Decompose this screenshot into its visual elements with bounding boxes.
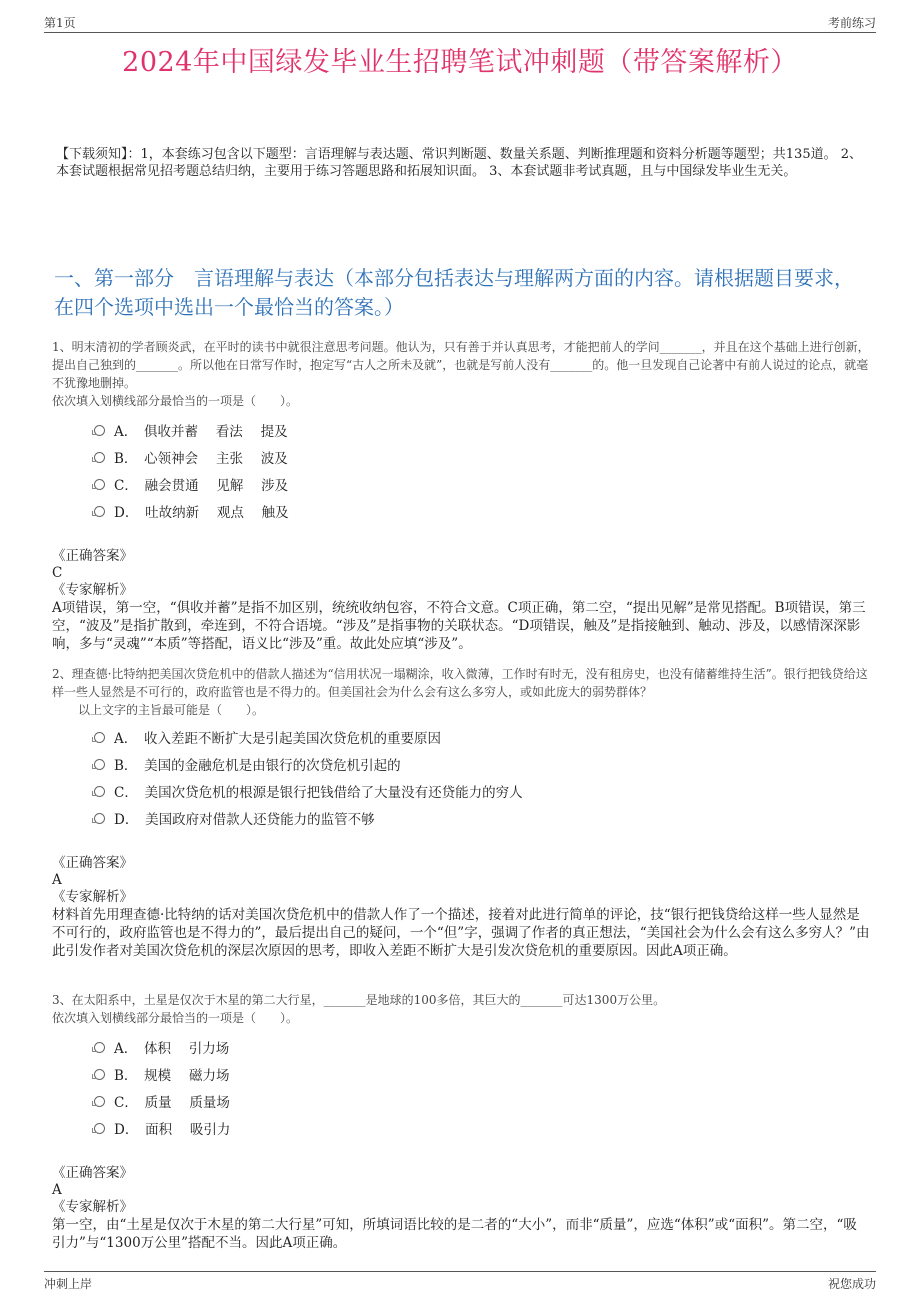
option-c[interactable] (52, 777, 870, 804)
question-1 (52, 338, 870, 653)
radio-icon[interactable] (94, 759, 105, 770)
page-footer (44, 1271, 876, 1292)
option-label: B． 美国的金融危机是由银行的次贷危机引起的 (114, 758, 401, 774)
option-b[interactable] (52, 750, 870, 777)
answer-heading: 《正确答案》 (52, 855, 133, 871)
option-label: D． 吐故纳新 观点 触及 (114, 505, 289, 521)
radio-icon[interactable] (94, 479, 105, 490)
radio-icon[interactable] (94, 786, 105, 797)
radio-icon[interactable] (94, 1069, 105, 1080)
footer-right-label: 祝您成功 (827, 1277, 876, 1291)
correct-answer: A (52, 872, 62, 888)
option-b[interactable] (52, 1060, 870, 1087)
radio-icon[interactable] (94, 452, 105, 463)
option-label: A． 俱收并蓄 看法 提及 (114, 424, 288, 440)
question-2 (52, 665, 870, 960)
option-label: B． 规模 磁力场 (114, 1068, 230, 1084)
radio-icon[interactable] (94, 506, 105, 517)
radio-icon[interactable] (94, 1123, 105, 1134)
option-label: D． 美国政府对借款人还贷能力的监管不够 (114, 812, 375, 828)
option-label: A． 收入差距不断扩大是引起美国次贷危机的重要原因 (114, 731, 441, 747)
question-3 (52, 991, 870, 1252)
option-label: B． 心领神会 主张 波及 (114, 451, 288, 467)
section-heading: 一、第一部分 言语理解与表达（本部分包括表达与理解两方面的内容。请根据题目要求，在四个选项中选出一个最恰当的答案。） (54, 266, 854, 319)
correct-answer: A (52, 1182, 62, 1198)
option-a[interactable] (52, 1033, 870, 1060)
correct-answer: C (52, 565, 63, 581)
document-title: 2024年中国绿发毕业生招聘笔试冲刺题（带答案解析） (122, 47, 798, 78)
radio-icon[interactable] (94, 732, 105, 743)
header-right-label: 考前练习 (827, 16, 876, 30)
expert-analysis: 第一空，由“土星是仅次于木星的第二大行星”可知，所填词语比较的是二者的“大小”，而非“质量”，应选“体积”或“面积”。第二空，“吸引力”与“1300万公里”搭配不当。因此A项正确。 (52, 1217, 857, 1251)
option-label: C． 质量 质量场 (114, 1095, 230, 1111)
option-c[interactable] (52, 1087, 870, 1114)
question-stem: 1、明末清初的学者顾炎武，在平时的读书中就很注意思考问题。他认为，只有善于并认真思考，才能把前人的学问_______，并且在这个基础上进行创新，提出自己独到的_______。所以他在日常写作时，抱定写“古人之所未及就”，也就是写前人没有_______的。他一旦发现自己论著中有前人说过的论点，就毫不犹豫地删掉。 (52, 340, 870, 390)
download-notice: 【下载须知】：1，本套练习包含以下题型：言语理解与表达题、常识判断题、数量关系题、判断推理题和资料分析题等题型；共135道。 2、本套试题根据常见招考题总结归纳，主要用于练习答题思路和拓展知识面。 3、本套试题非考试真题，且与中国绿发毕业生无关。 (56, 147, 862, 179)
radio-icon[interactable] (94, 1096, 105, 1107)
option-label: D． 面积 吸引力 (114, 1122, 231, 1138)
analysis-heading: 《专家解析》 (52, 1199, 133, 1215)
radio-icon[interactable] (94, 813, 105, 824)
page-number: 第1页 (44, 16, 76, 30)
option-a[interactable] (52, 416, 870, 443)
expert-analysis: A项错误，第一空，“俱收并蓄”是指不加区别，统统收纳包容，不符合文意。C项正确，第二空，“提出见解”是常见搭配。B项错误，第三空，“波及”是指扩散到，牵连到，不符合语境。“涉及”是指事物的关联状态。“D项错误，触及”是指接触到、触动、涉及，以感情深深影响，多与“灵魂”“本质”等搭配，语义比“涉及”重。故此处应填“涉及”。 (52, 600, 866, 652)
footer-left-label: 冲刺上岸 (44, 1277, 93, 1291)
page-header (44, 12, 876, 33)
radio-icon[interactable] (94, 1042, 105, 1053)
analysis-heading: 《专家解析》 (52, 582, 133, 598)
question-stem: 2、理查德·比特纳把美国次贷危机中的借款人描述为“信用状况一塌糊涂，收入微薄，工作时有时无，没有租房史，也没有储蓄维持生活”。银行把钱贷给这样一些人显然是不可行的，政府监管也是不得力的。但美国社会为什么会有这么多穷人，或如此庞大的弱势群体？ (52, 667, 868, 699)
option-label: C． 美国次贷危机的根源是银行把钱借给了大量没有还贷能力的穷人 (114, 785, 523, 801)
answer-heading: 《正确答案》 (52, 548, 133, 564)
option-d[interactable] (52, 1114, 870, 1141)
analysis-heading: 《专家解析》 (52, 889, 133, 905)
option-label: C． 融会贯通 见解 涉及 (114, 478, 289, 494)
option-d[interactable] (52, 804, 870, 831)
answer-heading: 《正确答案》 (52, 1165, 133, 1181)
question-prompt: 依次填入划横线部分最恰当的一项是（ ）。 (52, 1011, 299, 1025)
option-d[interactable] (52, 497, 870, 524)
radio-icon[interactable] (94, 425, 105, 436)
question-prompt: 以上文字的主旨最可能是（ ）。 (78, 703, 265, 717)
option-a[interactable] (52, 723, 870, 750)
option-b[interactable] (52, 443, 870, 470)
expert-analysis: 材料首先用理查德·比特纳的话对美国次贷危机中的借款人作了一个描述，接着对此进行简单的评论，技“银行把钱贷给这样一些人显然是不可行的，政府监管也是不得力的”，最后提出自己的疑问，一个“但”字，强调了作者的真正想法，“美国社会为什么会有这么多穷人？”由此引发作者对美国次贷危机的深层次原因的思考，即收入差距不断扩大是引发次贷危机的重要原因。因此A项正确。 (52, 907, 870, 959)
question-prompt: 依次填入划横线部分最恰当的一项是（ ）。 (52, 394, 299, 408)
question-stem: 3、在太阳系中，土星是仅次于木星的第二大行星，_______是地球的100多倍，其巨大的_______可达1300万公里。 (52, 993, 666, 1007)
option-label: A． 体积 引力场 (114, 1041, 230, 1057)
option-c[interactable] (52, 470, 870, 497)
